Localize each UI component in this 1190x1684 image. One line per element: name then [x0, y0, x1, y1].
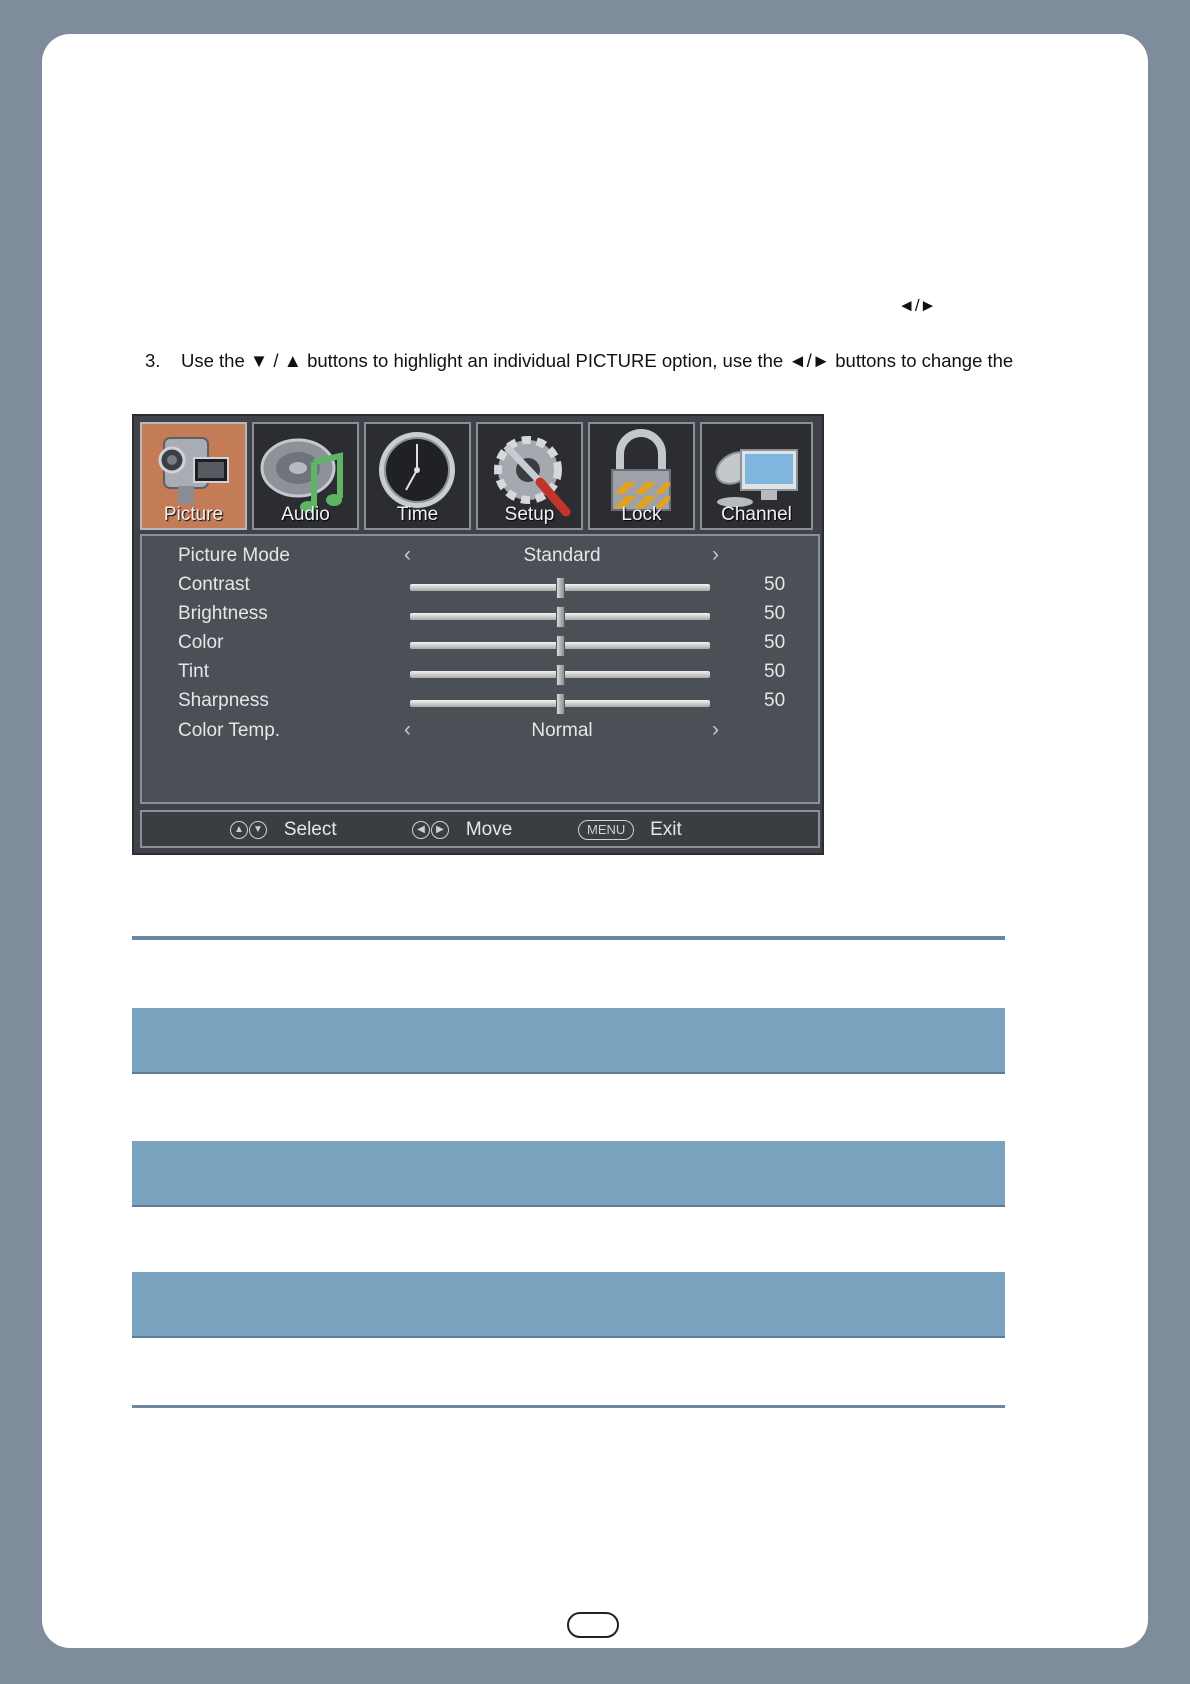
tab-label: Audio [281, 504, 330, 525]
row-value: 50 [764, 574, 786, 595]
down-button-icon: ▼ [249, 821, 267, 839]
chevron-right-icon[interactable]: › [712, 718, 719, 741]
tint-slider[interactable] [410, 671, 710, 678]
slider-thumb[interactable] [556, 606, 565, 628]
tab-setup[interactable] [476, 422, 583, 530]
move-label: Move [465, 819, 513, 840]
row-label: Tint [178, 661, 209, 682]
tab-label: Picture [163, 504, 224, 525]
menu-key-icon: MENU [578, 820, 634, 840]
step-text: Use the ▼ / ▲ buttons to highlight an individual PICTURE option, use the ◄/► buttons to change the [181, 350, 1014, 371]
slider-thumb[interactable] [556, 577, 565, 599]
select-label: Select [283, 819, 337, 840]
sharpness-row[interactable] [142, 686, 818, 716]
row-label: Picture Mode [178, 545, 290, 566]
brightness-row[interactable] [142, 599, 818, 629]
row-value: 50 [764, 690, 786, 711]
row-label: Sharpness [178, 690, 269, 711]
page-number-badge [567, 1612, 619, 1638]
tab-label: Setup [504, 504, 555, 525]
row-label: Contrast [178, 574, 250, 595]
step-number: 3. [145, 350, 161, 371]
slider-thumb[interactable] [556, 693, 565, 715]
table-bottom-rule [132, 1405, 1005, 1408]
row-value: 50 [764, 632, 786, 653]
slider-thumb[interactable] [556, 664, 565, 686]
row-label: Brightness [178, 603, 268, 624]
contrast-row[interactable] [142, 570, 818, 600]
table-row-band [132, 1272, 1005, 1338]
row-value: 50 [764, 603, 786, 624]
table-top-rule [132, 936, 1005, 940]
step-3-instruction [145, 350, 1013, 372]
exit-label: Exit [650, 819, 682, 840]
row-label: Color [178, 632, 224, 653]
picture-settings-panel [140, 534, 820, 804]
contrast-slider[interactable] [410, 584, 710, 591]
tab-channel[interactable] [700, 422, 813, 530]
color-temp-row[interactable] [142, 716, 818, 746]
menu-tabs [140, 422, 820, 530]
tab-picture[interactable] [140, 422, 247, 530]
tab-lock[interactable] [588, 422, 695, 530]
picture-mode-row[interactable] [142, 541, 818, 571]
slider-thumb[interactable] [556, 635, 565, 657]
picture-menu-osd [132, 414, 824, 855]
sharpness-slider[interactable] [410, 700, 710, 707]
manual-page [42, 34, 1148, 1648]
chevron-left-icon[interactable]: ‹ [404, 718, 411, 741]
tab-time[interactable] [364, 422, 471, 530]
arrow-buttons-text: ◄/► [898, 296, 937, 315]
exit-hint [578, 819, 682, 841]
tab-label: Channel [721, 504, 792, 525]
chevron-left-icon[interactable]: ‹ [404, 543, 411, 566]
tab-label: Time [396, 504, 439, 525]
brightness-slider[interactable] [410, 613, 710, 620]
row-value: 50 [764, 661, 786, 682]
tab-label: Lock [621, 504, 662, 525]
left-button-icon: ◀ [412, 821, 430, 839]
move-hint [412, 819, 512, 841]
row-label: Color Temp. [178, 720, 281, 741]
select-hint [230, 819, 337, 841]
tint-row[interactable] [142, 657, 818, 687]
up-button-icon: ▲ [230, 821, 248, 839]
table-row-band [132, 1141, 1005, 1207]
menu-footer [140, 810, 820, 848]
chevron-right-icon[interactable]: › [712, 543, 719, 566]
color-row[interactable] [142, 628, 818, 658]
table-row-band [132, 1008, 1005, 1074]
tab-audio[interactable] [252, 422, 359, 530]
row-value: Standard [523, 545, 601, 566]
right-button-icon: ▶ [431, 821, 449, 839]
row-value: Normal [531, 720, 593, 741]
color-slider[interactable] [410, 642, 710, 649]
